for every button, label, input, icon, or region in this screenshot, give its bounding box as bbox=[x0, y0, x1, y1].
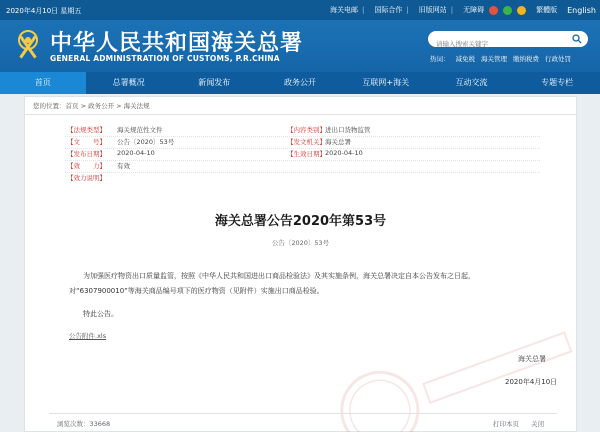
document-body bbox=[69, 269, 509, 322]
hot-keywords bbox=[430, 54, 577, 63]
meta-label: 【效 力】 bbox=[67, 162, 106, 170]
meta-row bbox=[65, 125, 540, 137]
hot-keywords-label: 热词： bbox=[430, 55, 450, 63]
customs-emblem-icon[interactable] bbox=[12, 28, 44, 62]
site-title-en: GENERAL ADMINISTRATION OF CUSTOMS, P.R.CHINA bbox=[50, 54, 280, 63]
top-link-accessibility[interactable]: 无障碍 bbox=[463, 6, 485, 14]
meta-label: 【发文机关】 bbox=[287, 138, 326, 146]
nav-item-overview[interactable]: 总署概况 bbox=[112, 78, 145, 87]
signature: 海关总署 bbox=[518, 355, 546, 363]
meta-row bbox=[65, 149, 540, 161]
top-link-email[interactable]: 海关电邮 bbox=[330, 6, 359, 14]
divider: | bbox=[450, 6, 454, 14]
top-link-international[interactable]: 国际合作 bbox=[374, 6, 403, 14]
view-count: 浏览次数：33668 bbox=[57, 420, 111, 428]
breadcrumb[interactable]: 您的位置：首页 > 政务公开 > 海关法规 bbox=[33, 102, 150, 110]
meta-value: 公告〔2020〕53号 bbox=[117, 138, 175, 146]
nav-item-news[interactable]: 新闻发布 bbox=[198, 78, 231, 87]
hot-keyword[interactable]: 海关管理 bbox=[481, 55, 507, 63]
site-header bbox=[0, 20, 600, 72]
meta-value: 2020-04-10 bbox=[325, 149, 363, 157]
nav-item-special[interactable]: 专题专栏 bbox=[541, 78, 574, 87]
search-icon[interactable] bbox=[572, 34, 582, 44]
meta-label: 【文 号】 bbox=[67, 138, 106, 146]
weibo-icon[interactable] bbox=[489, 6, 498, 15]
attachment-link[interactable]: 公告附件.xls bbox=[69, 332, 107, 340]
document-title: 海关总署公告2020年第53号 bbox=[214, 214, 387, 229]
divider: | bbox=[406, 6, 409, 14]
meta-value: 有效 bbox=[117, 162, 130, 170]
nav-item-home[interactable]: 首页 bbox=[0, 72, 86, 94]
content-panel bbox=[24, 96, 577, 432]
meta-value: 进出口货物监管 bbox=[325, 126, 371, 134]
top-links bbox=[320, 5, 596, 15]
app-icon[interactable] bbox=[517, 6, 526, 15]
site-title-cn: 中华人民共和国海关总署 bbox=[50, 30, 304, 56]
document-number: 公告〔2020〕53号 bbox=[271, 239, 330, 247]
nav-item-interaction[interactable]: 互动交流 bbox=[455, 78, 488, 87]
body-paragraph: 为加强医疗物资出口质量监管，按照《中华人民共和国进出口商品检验法》及其实施条例，海关总署决定自本公告发布之日起，对“6307900010”等海关商品编号项下的医疗物资（见附件）实施出口商品检验。 bbox=[69, 272, 475, 295]
top-link-english[interactable]: English bbox=[567, 5, 596, 15]
meta-value: 海关规范性文件 bbox=[117, 126, 163, 134]
meta-label: 【法规类型】 bbox=[67, 126, 106, 134]
hot-keyword[interactable]: 缴纳税费 bbox=[513, 55, 539, 63]
meta-label: 【生效日期】 bbox=[287, 150, 326, 158]
wechat-icon[interactable] bbox=[503, 6, 512, 15]
signature-date: 2020年4月10日 bbox=[505, 378, 558, 386]
print-button[interactable]: 打印本页 bbox=[493, 420, 519, 428]
meta-value: 2020-04-10 bbox=[117, 149, 155, 157]
main-nav bbox=[0, 72, 600, 94]
nav-item-government[interactable]: 政务公开 bbox=[284, 78, 317, 87]
hot-keyword[interactable]: 行政处罚 bbox=[545, 55, 571, 63]
close-button[interactable]: 关闭 bbox=[531, 420, 544, 428]
meta-row bbox=[65, 137, 540, 149]
top-utility-bar bbox=[0, 0, 600, 20]
meta-value: 海关总署 bbox=[325, 138, 351, 146]
closing-line: 特此公告。 bbox=[83, 310, 118, 318]
meta-row bbox=[65, 161, 540, 173]
document-metadata bbox=[65, 125, 540, 185]
nav-item-internet-customs[interactable]: 互联网+海关 bbox=[362, 78, 410, 87]
divider bbox=[25, 114, 576, 115]
search-box bbox=[428, 31, 588, 47]
top-link-traditional[interactable]: 繁體版 bbox=[536, 6, 558, 14]
divider: | bbox=[362, 6, 365, 14]
hot-keyword[interactable]: 减免税 bbox=[455, 55, 475, 63]
search-input[interactable] bbox=[428, 36, 558, 52]
top-link-old-site[interactable]: 旧版网站 bbox=[418, 6, 447, 14]
meta-label: 【发布日期】 bbox=[67, 150, 106, 158]
meta-label: 【效力说明】 bbox=[67, 174, 106, 182]
current-date: 2020年4月10日 星期五 bbox=[6, 7, 82, 15]
divider bbox=[49, 413, 557, 414]
meta-row bbox=[65, 173, 540, 185]
meta-label: 【内容类别】 bbox=[287, 126, 326, 134]
